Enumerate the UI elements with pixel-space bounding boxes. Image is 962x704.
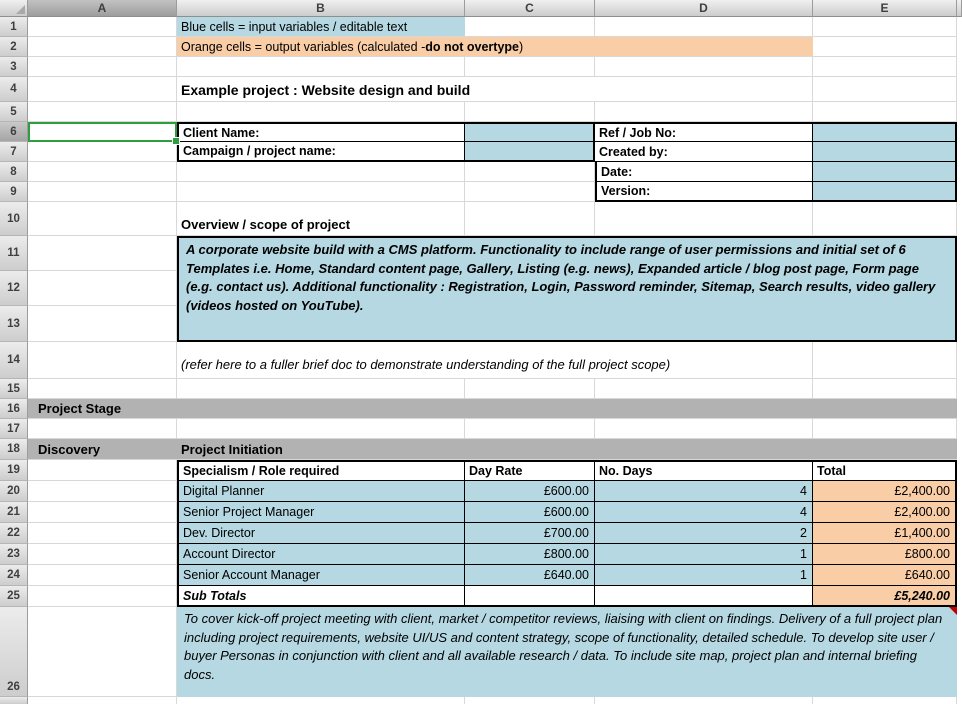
created-by-input[interactable] xyxy=(813,142,957,162)
row-header-18[interactable]: 18 xyxy=(0,439,28,460)
filler-a xyxy=(28,697,177,704)
cell-e3[interactable] xyxy=(813,57,957,77)
stage-notes-text: To cover kick-off project meeting with client, market / competitor reviews, liaising with client on findings. Delivery of a full project plan including project requirements, website UI/US and content strategy, scope of functionality, detailed schedule. To develop site user / buyer Personas in conjunction with client and all available research / data. To include site map, project plan and internal briefing docs. xyxy=(184,611,943,682)
cell-d1[interactable] xyxy=(595,17,813,37)
cell-a24[interactable] xyxy=(28,565,177,586)
cell-b9[interactable] xyxy=(177,182,465,202)
cell-c1[interactable] xyxy=(465,17,595,37)
select-all-corner[interactable] xyxy=(0,0,28,17)
cell-e2[interactable] xyxy=(813,37,957,57)
filler-e xyxy=(813,697,957,704)
cell-c9[interactable] xyxy=(465,182,595,202)
row-header-24[interactable]: 24 xyxy=(0,565,28,586)
row-header-8[interactable]: 8 xyxy=(0,162,28,182)
days-cell[interactable]: 1 xyxy=(595,565,813,586)
brief-reference-note[interactable]: (refer here to a fuller brief doc to demonstrate understanding of the full project scope) xyxy=(177,342,813,379)
row-18 xyxy=(0,439,962,460)
cell-b3[interactable] xyxy=(177,57,465,77)
total-cell[interactable]: £1,400.00 xyxy=(813,523,957,544)
row-1 xyxy=(0,17,962,37)
subtotal-label[interactable]: Sub Totals xyxy=(177,586,465,607)
legend-orange-cell[interactable] xyxy=(177,37,813,57)
cell-b17[interactable] xyxy=(177,419,465,439)
header-day-rate[interactable]: Day Rate xyxy=(465,460,595,481)
row-24 xyxy=(0,565,962,586)
cell-b5[interactable] xyxy=(177,102,465,122)
cell-a2[interactable] xyxy=(28,37,177,57)
row-15 xyxy=(0,379,962,399)
cell-d15[interactable] xyxy=(595,379,813,399)
cell-e14[interactable] xyxy=(813,342,957,379)
selected-cell-a6[interactable] xyxy=(28,122,177,142)
rate-cell[interactable]: £600.00 xyxy=(465,481,595,502)
row-header-20[interactable]: 20 xyxy=(0,481,28,502)
row-header-25[interactable]: 25 xyxy=(0,586,28,607)
campaign-label[interactable]: Campaign / project name: xyxy=(177,142,465,162)
rate-cell[interactable]: £600.00 xyxy=(465,502,595,523)
row-header-15[interactable]: 15 xyxy=(0,379,28,399)
row-26 xyxy=(0,607,962,697)
row-8 xyxy=(0,162,962,182)
cell-e10[interactable] xyxy=(813,202,957,236)
client-name-input[interactable] xyxy=(465,122,595,142)
cell-a22[interactable] xyxy=(28,523,177,544)
role-cell[interactable]: Digital Planner xyxy=(177,481,465,502)
cell-a4[interactable] xyxy=(28,77,177,102)
rate-cell[interactable]: £700.00 xyxy=(465,523,595,544)
project-title[interactable]: Example project : Website design and build xyxy=(177,77,813,102)
days-cell[interactable]: 4 xyxy=(595,502,813,523)
cell-c5[interactable] xyxy=(465,102,595,122)
ref-job-input[interactable] xyxy=(813,122,957,142)
stage-notes-textbox[interactable] xyxy=(177,607,957,697)
row-header-3[interactable]: 3 xyxy=(0,57,28,77)
row-header-7[interactable]: 7 xyxy=(0,142,28,162)
cell-c3[interactable] xyxy=(465,57,595,77)
row-7 xyxy=(0,142,962,162)
row-14 xyxy=(0,342,962,379)
column-header-filler xyxy=(957,0,962,17)
cell-b8[interactable] xyxy=(177,162,465,182)
cell-d25[interactable] xyxy=(595,586,813,607)
role-cell[interactable]: Account Director xyxy=(177,544,465,565)
total-cell[interactable]: £640.00 xyxy=(813,565,957,586)
cell-a8[interactable] xyxy=(28,162,177,182)
cell-a20[interactable] xyxy=(28,481,177,502)
row-header-6[interactable]: 6 xyxy=(0,122,28,142)
cell-a10[interactable] xyxy=(28,202,177,236)
header-no-days[interactable]: No. Days xyxy=(595,460,813,481)
row-10 xyxy=(0,202,962,236)
row-25 xyxy=(0,586,962,607)
cell-a5[interactable] xyxy=(28,102,177,122)
cell-a19[interactable] xyxy=(28,460,177,481)
header-role[interactable]: Specialism / Role required xyxy=(177,460,465,481)
row-17 xyxy=(0,419,962,439)
row-header-5[interactable]: 5 xyxy=(0,102,28,122)
cell-e4[interactable] xyxy=(813,77,957,102)
version-label[interactable]: Version: xyxy=(595,182,813,202)
role-cell[interactable]: Senior Project Manager xyxy=(177,502,465,523)
legend-orange-bold: do not overtype xyxy=(425,39,519,54)
cell-a15[interactable] xyxy=(28,379,177,399)
ref-job-label[interactable]: Ref / Job No: xyxy=(595,122,813,142)
client-name-label[interactable]: Client Name: xyxy=(177,122,465,142)
phase-title-project-initiation[interactable]: Project Initiation xyxy=(177,439,957,460)
cell-d10[interactable] xyxy=(595,202,813,236)
row-header-21[interactable]: 21 xyxy=(0,502,28,523)
days-cell[interactable]: 4 xyxy=(595,481,813,502)
days-cell[interactable]: 2 xyxy=(595,523,813,544)
cell-a17[interactable] xyxy=(28,419,177,439)
column-header-a[interactable]: A xyxy=(28,0,177,17)
fill-handle[interactable] xyxy=(172,137,180,145)
filler-b xyxy=(177,697,465,704)
cell-b15[interactable] xyxy=(177,379,465,399)
rate-cell[interactable]: £800.00 xyxy=(465,544,595,565)
select-all-icon xyxy=(16,5,25,14)
cell-a13[interactable] xyxy=(28,306,177,342)
row-header-1[interactable]: 1 xyxy=(0,17,28,37)
overview-scope-textbox[interactable]: A corporate website build with a CMS platform. Functionality to include range of user permissions and initial set of 6 Templates i.e. Home, Standard content page, Gallery, Listing (e.g. news), Expanded article / blog post page, Form page (e.g. contact us). Additional functionality : Registration, Login, Password reminder, Sitemap, Search results, video gallery (videos hosted on YouTube). xyxy=(177,236,957,342)
cell-c17[interactable] xyxy=(465,419,595,439)
date-label[interactable]: Date: xyxy=(595,162,813,182)
campaign-input[interactable] xyxy=(465,142,595,162)
row-header-10[interactable]: 10 xyxy=(0,202,28,236)
row-header-14[interactable]: 14 xyxy=(0,342,28,379)
column-header-row xyxy=(0,0,962,17)
cell-a11[interactable] xyxy=(28,236,177,271)
row-header-13[interactable]: 13 xyxy=(0,306,28,342)
row-header-16[interactable]: 16 xyxy=(0,399,28,419)
cell-e1[interactable] xyxy=(813,17,957,37)
header-total[interactable]: Total xyxy=(813,460,957,481)
cell-a23[interactable] xyxy=(28,544,177,565)
row-19 xyxy=(0,460,962,481)
rate-cell[interactable]: £640.00 xyxy=(465,565,595,586)
row-header-11[interactable]: 11 xyxy=(0,236,28,271)
legend-blue-cell[interactable]: Blue cells = input variables / editable text xyxy=(177,17,465,37)
row-header-19[interactable]: 19 xyxy=(0,460,28,481)
row-21 xyxy=(0,502,962,523)
date-input[interactable] xyxy=(813,162,957,182)
days-cell[interactable]: 1 xyxy=(595,544,813,565)
total-cell[interactable]: £2,400.00 xyxy=(813,481,957,502)
cell-a25[interactable] xyxy=(28,586,177,607)
row-filler xyxy=(0,697,962,704)
row-header-4[interactable]: 4 xyxy=(0,77,28,102)
row-header-26[interactable]: 26 xyxy=(0,607,28,697)
row-20 xyxy=(0,481,962,502)
row-23 xyxy=(0,544,962,565)
total-cell[interactable]: £800.00 xyxy=(813,544,957,565)
cell-c8[interactable] xyxy=(465,162,595,182)
row-header-17[interactable]: 17 xyxy=(0,419,28,439)
filler-d xyxy=(595,697,813,704)
cell-a12[interactable] xyxy=(28,271,177,306)
cell-d17[interactable] xyxy=(595,419,813,439)
row-5 xyxy=(0,102,962,122)
row-header-12[interactable]: 12 xyxy=(0,271,28,306)
row-header-9[interactable]: 9 xyxy=(0,182,28,202)
overview-heading[interactable]: Overview / scope of project xyxy=(177,202,465,236)
legend-orange-text: Orange cells = output variables (calculated - xyxy=(181,39,426,54)
cell-c10[interactable] xyxy=(465,202,595,236)
cell-d5[interactable] xyxy=(595,102,813,122)
cell-a14[interactable] xyxy=(28,342,177,379)
total-cell[interactable]: £2,400.00 xyxy=(813,502,957,523)
role-cell[interactable]: Senior Account Manager xyxy=(177,565,465,586)
row-4 xyxy=(0,77,962,102)
row-2 xyxy=(0,37,962,57)
row-header-22[interactable]: 22 xyxy=(0,523,28,544)
cell-e15[interactable] xyxy=(813,379,957,399)
cell-a21[interactable] xyxy=(28,502,177,523)
row-9 xyxy=(0,182,962,202)
row-3 xyxy=(0,57,962,77)
cell-a7[interactable] xyxy=(28,142,177,162)
cell-a3[interactable] xyxy=(28,57,177,77)
created-by-label[interactable]: Created by: xyxy=(595,142,813,162)
phase-discovery[interactable]: Discovery xyxy=(28,439,177,460)
row-header-2[interactable]: 2 xyxy=(0,37,28,57)
selection-border xyxy=(28,122,177,142)
column-header-c[interactable]: C xyxy=(465,0,595,17)
subtotal-value[interactable]: £5,240.00 xyxy=(813,586,957,607)
row-header-filler xyxy=(0,697,28,704)
row-16 xyxy=(0,399,962,419)
cell-e5[interactable] xyxy=(813,102,957,122)
column-header-b[interactable]: B xyxy=(177,0,465,17)
column-header-d[interactable]: D xyxy=(595,0,813,17)
row-6 xyxy=(0,122,962,142)
project-stage-band[interactable]: Project Stage xyxy=(28,399,957,419)
cell-e17[interactable] xyxy=(813,419,957,439)
cell-a1[interactable] xyxy=(28,17,177,37)
cell-c15[interactable] xyxy=(465,379,595,399)
legend-orange-suffix: ) xyxy=(519,39,524,54)
comment-marker-icon[interactable] xyxy=(949,607,957,615)
version-input[interactable] xyxy=(813,182,957,202)
filler-c xyxy=(465,697,595,704)
rows-11-13 xyxy=(0,236,962,342)
column-header-e[interactable]: E xyxy=(813,0,957,17)
row-22 xyxy=(0,523,962,544)
row-header-23[interactable]: 23 xyxy=(0,544,28,565)
cell-a9[interactable] xyxy=(28,182,177,202)
cell-c25[interactable] xyxy=(465,586,595,607)
cell-a26[interactable] xyxy=(28,607,177,697)
cell-d3[interactable] xyxy=(595,57,813,77)
role-cell[interactable]: Dev. Director xyxy=(177,523,465,544)
